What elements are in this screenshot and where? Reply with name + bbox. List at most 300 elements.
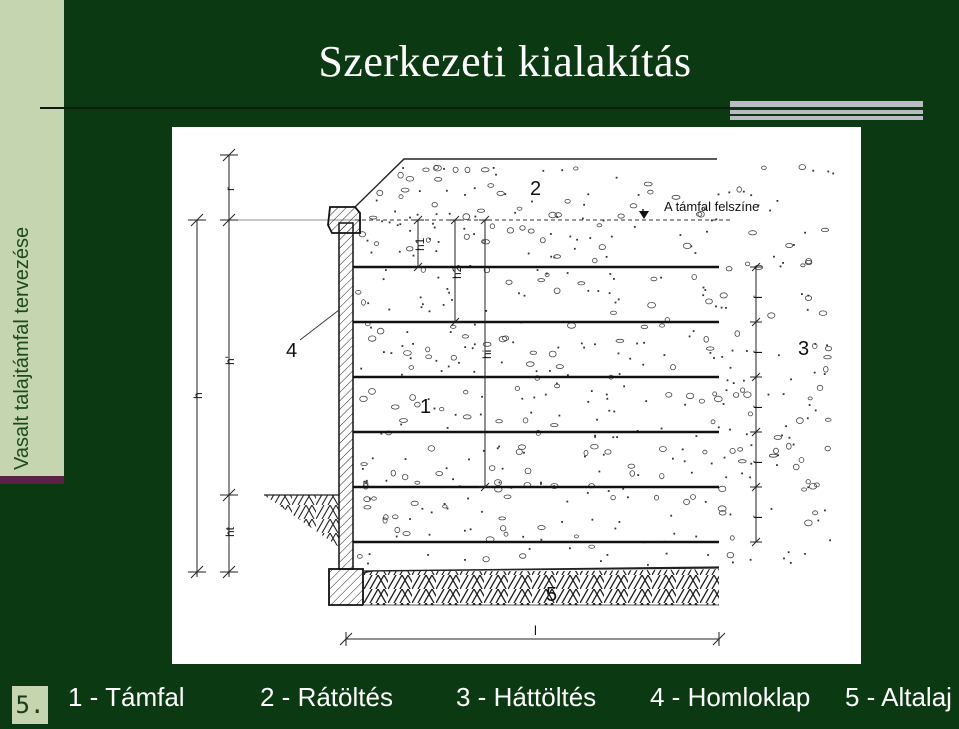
soil-grain: [477, 209, 484, 212]
soil-grain: [824, 366, 829, 372]
soil-grain: [706, 347, 714, 350]
soil-grain: [530, 412, 532, 414]
soil-grain: [748, 412, 752, 416]
soil-grain: [512, 341, 514, 343]
soil-grain: [409, 366, 414, 370]
reinforcement-layers: [353, 267, 719, 542]
soil-grain: [561, 521, 563, 523]
soil-grain: [699, 399, 704, 403]
sidebar: [0, 0, 64, 476]
soil-grain: [422, 508, 424, 510]
soil-grain: [493, 167, 495, 169]
soil-grain: [468, 459, 470, 461]
soil-grain: [648, 190, 653, 194]
soil-grain: [374, 242, 378, 246]
soil-grain: [504, 532, 508, 536]
soil-grain: [670, 515, 672, 517]
soil-grain: [634, 226, 636, 228]
soil-grain: [404, 351, 412, 356]
soil-grain: [360, 368, 362, 370]
soil-grain: [381, 220, 383, 222]
soil-grain: [367, 563, 369, 565]
soil-grain: [574, 248, 576, 250]
soil-grain: [421, 306, 423, 308]
soil-grain: [801, 264, 805, 267]
soil-grain: [542, 170, 544, 172]
soil-grain: [647, 564, 649, 566]
soil-grain: [778, 354, 780, 356]
soil-grain: [618, 214, 624, 218]
soil-grain: [521, 398, 523, 400]
soil-grain: [814, 372, 816, 374]
soil-grain: [804, 232, 806, 234]
soil-grain: [396, 536, 398, 538]
soil-grain: [827, 171, 829, 173]
legend-item-2: 2 - Rátöltés: [260, 682, 393, 712]
soil-grain: [528, 253, 530, 255]
soil-grain: [721, 307, 723, 309]
soil-grain: [749, 477, 751, 479]
soil-grain: [750, 559, 752, 561]
soil-grain: [673, 533, 675, 535]
part-number-5: 5: [546, 584, 558, 606]
soil-grain: [735, 331, 740, 337]
soil-grain: [744, 392, 751, 398]
sidebar-accent: [0, 476, 64, 484]
soil-grain: [636, 343, 638, 345]
soil-grain: [403, 532, 410, 536]
soil-grain: [446, 190, 448, 192]
soil-grain: [790, 562, 792, 564]
facing-leader-line: [300, 310, 339, 340]
soil-grain: [616, 436, 618, 438]
soil-grain: [438, 241, 440, 243]
soil-grain: [618, 299, 620, 301]
soil-grain: [728, 192, 730, 194]
soil-grain: [743, 380, 745, 382]
soil-grain: [399, 251, 401, 253]
soil-grain: [391, 352, 393, 354]
bottom-dimension: [340, 632, 725, 646]
soil-grain: [464, 346, 466, 348]
soil-grain: [780, 266, 782, 268]
soil-grain: [802, 488, 807, 491]
soil-grain: [458, 362, 460, 364]
soil-grain: [540, 238, 545, 243]
soil-grain: [540, 539, 542, 541]
dim-f-label: f: [751, 515, 765, 519]
soil-grain: [565, 199, 570, 203]
soil-grain: [555, 384, 560, 388]
soil-grain: [812, 170, 814, 172]
soil-grain: [616, 177, 618, 179]
soil-grain: [367, 240, 369, 242]
soil-grain: [520, 226, 525, 231]
soil-grain: [750, 194, 752, 196]
legend-item-4: 4 - Homloklap: [650, 682, 811, 712]
soil-grain: [451, 299, 453, 301]
soil-grain: [369, 389, 376, 395]
soil-grain: [467, 498, 469, 500]
soil-grain: [434, 408, 436, 410]
soil-grain: [587, 193, 589, 195]
soil-grain: [536, 370, 538, 372]
soil-grain: [499, 517, 506, 520]
soil-texture: [356, 165, 834, 566]
soil-grain: [383, 518, 387, 523]
soil-grain: [807, 295, 809, 297]
soil-grain: [637, 474, 639, 476]
soil-grain: [683, 243, 691, 248]
dim-l-label: l: [534, 623, 537, 638]
soil-grain: [481, 168, 489, 172]
soil-grain: [730, 448, 735, 453]
soil-grain: [400, 419, 408, 423]
soil-grain: [376, 200, 378, 202]
soil-grain: [464, 530, 466, 532]
soil-grain: [704, 289, 706, 291]
soil-grain: [522, 536, 524, 538]
soil-grain: [372, 457, 374, 459]
soil-grain: [738, 448, 743, 452]
soil-grain: [732, 350, 734, 352]
decor-stripe: [730, 110, 923, 114]
soil-grain: [549, 351, 556, 357]
soil-grain: [523, 418, 528, 423]
soil-grain: [529, 548, 531, 550]
soil-grain: [691, 472, 693, 474]
soil-grain: [606, 398, 608, 400]
soil-grain: [472, 347, 474, 349]
soil-grain: [584, 450, 588, 455]
soil-grain: [774, 436, 782, 440]
soil-grain: [672, 458, 674, 460]
soil-grain: [520, 554, 526, 559]
soil-grain: [660, 473, 664, 478]
soil-grain: [528, 229, 534, 233]
legend-item-5: 5 - Altalaj: [845, 682, 952, 712]
soil-grain: [362, 300, 366, 306]
legend-item-1: 1 - Támfal: [68, 682, 185, 712]
soil-grain: [769, 210, 771, 212]
soil-grain: [819, 311, 827, 316]
soil-grain: [727, 552, 734, 557]
soil-grain: [715, 306, 717, 308]
soil-grain: [746, 433, 748, 435]
soil-grain: [583, 204, 585, 206]
dim-f-label: f: [751, 295, 765, 299]
soil-grain: [569, 236, 571, 238]
surface-label: A támfal felszíne: [664, 199, 760, 214]
soil-grain: [587, 401, 589, 403]
soil-grain: [611, 495, 616, 499]
soil-grain: [485, 310, 487, 312]
soil-grain: [817, 520, 819, 522]
soil-grain: [361, 463, 368, 466]
dim-ht-label: ht: [223, 526, 237, 537]
soil-grain: [402, 167, 404, 169]
soil-grain: [693, 330, 695, 332]
soil-grain: [664, 354, 666, 356]
soil-grain: [428, 446, 435, 452]
soil-grain: [489, 466, 495, 471]
soil-grain: [671, 365, 676, 370]
soil-grain: [549, 370, 551, 372]
soil-grain: [726, 389, 728, 391]
soil-grain: [612, 436, 614, 438]
soil-grain: [723, 403, 725, 405]
soil-grain: [582, 218, 584, 220]
soil-grain: [499, 482, 501, 484]
page-number: 5.: [12, 686, 48, 724]
soil-grain: [689, 336, 691, 338]
soil-grain: [786, 243, 793, 247]
soil-grain: [824, 356, 832, 359]
soil-grain: [411, 501, 418, 505]
soil-grain: [707, 554, 709, 556]
soil-grain: [743, 191, 745, 193]
soil-grain: [630, 471, 635, 477]
soil-grain: [591, 444, 599, 449]
soil-grain: [782, 262, 784, 264]
soil-grain: [409, 217, 411, 219]
soil-grain: [429, 310, 431, 312]
soil-grain: [363, 481, 365, 483]
soil-grain: [591, 390, 593, 392]
soil-grain: [718, 194, 720, 196]
soil-grain: [455, 414, 457, 416]
soil-grain: [556, 383, 558, 385]
soil-grain: [790, 378, 792, 380]
soil-grain: [644, 182, 652, 186]
soil-grain: [702, 294, 704, 296]
soil-grain: [402, 474, 408, 479]
soil-grain: [395, 527, 400, 532]
soil-grain: [431, 512, 433, 514]
soil-grain: [623, 385, 625, 387]
soil-grain: [524, 295, 526, 297]
soil-grain: [659, 447, 666, 452]
soil-grain: [417, 214, 419, 216]
right-dimensions: [750, 263, 762, 546]
soil-grain: [737, 187, 742, 192]
soil-grain: [438, 277, 440, 279]
dim-h-prime-label: h': [223, 356, 237, 365]
soil-grain: [746, 350, 748, 352]
soil-grain: [773, 256, 775, 258]
soil-grain: [410, 395, 416, 401]
soil-grain: [605, 450, 611, 455]
soil-grain: [533, 397, 535, 399]
soil-grain: [684, 404, 686, 406]
soil-grain: [497, 447, 499, 449]
decor-stripe: [730, 116, 923, 120]
soil-grain: [741, 473, 743, 475]
soil-grain: [587, 492, 589, 494]
soil-grain: [793, 244, 795, 246]
soil-grain: [711, 420, 715, 424]
sidebar-label: Vasalt talajtámfal tervezése: [11, 226, 33, 470]
soil-grain: [686, 393, 693, 399]
soil-grain: [556, 365, 563, 369]
part-number-2: 2: [530, 178, 542, 200]
soil-grain: [409, 230, 411, 232]
soil-grain: [367, 302, 369, 304]
soil-grain: [661, 428, 663, 430]
dim-h2-label: h2: [450, 265, 464, 279]
soil-grain: [370, 216, 377, 219]
soil-grain: [490, 224, 494, 229]
dim-r-label: r: [223, 187, 237, 191]
soil-grain: [525, 468, 531, 474]
soil-grain: [518, 445, 525, 450]
soil-grain: [372, 497, 377, 500]
soil-grain: [654, 495, 658, 500]
soil-grain: [642, 209, 644, 211]
soil-grain: [776, 464, 778, 466]
soil-grain: [443, 505, 448, 508]
soil-grain: [440, 407, 444, 410]
soil-grain: [696, 435, 698, 437]
soil-grain: [500, 526, 506, 531]
soil-grain: [815, 410, 817, 412]
soil-grain: [514, 212, 516, 214]
soil-grain: [399, 195, 403, 199]
dim-f-label: f: [751, 405, 765, 409]
soil-grain: [608, 410, 610, 412]
soil-grain: [783, 558, 785, 560]
soil-grain: [666, 553, 668, 555]
soil-grain: [751, 444, 753, 446]
soil-grain: [589, 237, 591, 239]
soil-grain: [808, 397, 812, 400]
soil-grain: [703, 450, 707, 454]
soil-grain: [377, 190, 383, 195]
soil-grain: [426, 355, 432, 359]
soil-grain: [725, 476, 727, 478]
soil-grain: [786, 443, 791, 449]
soil-grain: [703, 287, 705, 289]
soil-grain: [619, 521, 621, 523]
soil-grain: [474, 343, 476, 345]
soil-grain: [551, 424, 558, 427]
soil-grain: [556, 216, 558, 218]
soil-grain: [589, 545, 595, 548]
soil-grain: [648, 302, 656, 308]
soil-grain: [785, 425, 787, 427]
soil-grain: [684, 460, 686, 462]
soil-grain: [383, 278, 385, 280]
soil-grain: [616, 339, 624, 342]
soil-grain: [429, 534, 431, 536]
soil-grain: [793, 444, 795, 446]
soil-grain: [684, 499, 690, 504]
soil-grain: [483, 342, 491, 346]
soil-grain: [501, 362, 503, 364]
soil-grain: [451, 355, 456, 360]
soil-grain: [730, 536, 734, 540]
soil-grain: [453, 167, 458, 172]
soil-grain: [597, 290, 599, 292]
soil-grain: [504, 193, 506, 195]
soil-grain: [611, 311, 617, 314]
soil-grain: [554, 288, 560, 294]
soil-grain: [481, 396, 483, 398]
title-divider: [40, 107, 730, 109]
soil-grain: [704, 336, 709, 342]
decor-stripe: [730, 101, 923, 107]
soil-grain: [691, 495, 696, 500]
soil-grain: [436, 472, 443, 476]
soil-grain: [436, 213, 438, 215]
soil-grain: [603, 454, 605, 456]
soil-grain: [474, 324, 476, 326]
soil-grain: [385, 269, 387, 271]
soil-grain: [645, 400, 647, 402]
soil-grain: [530, 351, 537, 354]
soil-grain: [464, 390, 468, 394]
soil-grain: [807, 417, 809, 419]
surface-marker-icon: [639, 211, 649, 219]
soil-grain: [593, 258, 598, 263]
soil-grain: [809, 404, 811, 406]
soil-grain: [615, 528, 617, 530]
soil-grain: [682, 449, 684, 451]
soil-grain: [567, 374, 569, 376]
soil-grain: [806, 480, 810, 484]
soil-grain: [463, 415, 471, 419]
soil-grain: [483, 557, 489, 562]
soil-grain: [713, 357, 715, 359]
soil-grain: [432, 202, 437, 207]
soil-grain: [475, 216, 477, 218]
soil-grain: [557, 347, 559, 349]
soil-grain: [397, 224, 399, 226]
soil-grain: [400, 424, 402, 426]
soil-grain: [553, 257, 555, 259]
soil-grain: [419, 190, 421, 192]
soil-grain: [474, 187, 476, 189]
soil-grain: [660, 277, 662, 279]
soil-grain: [480, 414, 482, 416]
soil-grain: [443, 168, 445, 170]
soil-grain: [768, 313, 775, 318]
soil-grain: [401, 374, 403, 376]
soil-grain: [690, 245, 692, 247]
soil-grain: [550, 233, 552, 235]
soil-grain: [807, 309, 809, 311]
soil-grain: [733, 382, 735, 384]
soil-grain: [443, 304, 445, 306]
soil-grain: [613, 411, 615, 413]
soil-grain: [733, 393, 738, 398]
soil-grain: [538, 279, 545, 282]
soil-grain: [538, 526, 545, 530]
soil-grain: [362, 468, 364, 470]
soil-grain: [447, 288, 449, 290]
soil-grain: [608, 490, 610, 492]
soil-grain: [628, 464, 635, 468]
soil-grain: [436, 360, 438, 362]
soil-grain: [569, 547, 571, 549]
soil-grain: [599, 245, 605, 250]
soil-grain: [666, 393, 672, 398]
soil-grain: [357, 555, 362, 559]
soil-grain: [638, 194, 640, 196]
soil-grain: [719, 486, 726, 491]
soil-grain: [583, 347, 585, 349]
soil-grain: [651, 277, 657, 281]
